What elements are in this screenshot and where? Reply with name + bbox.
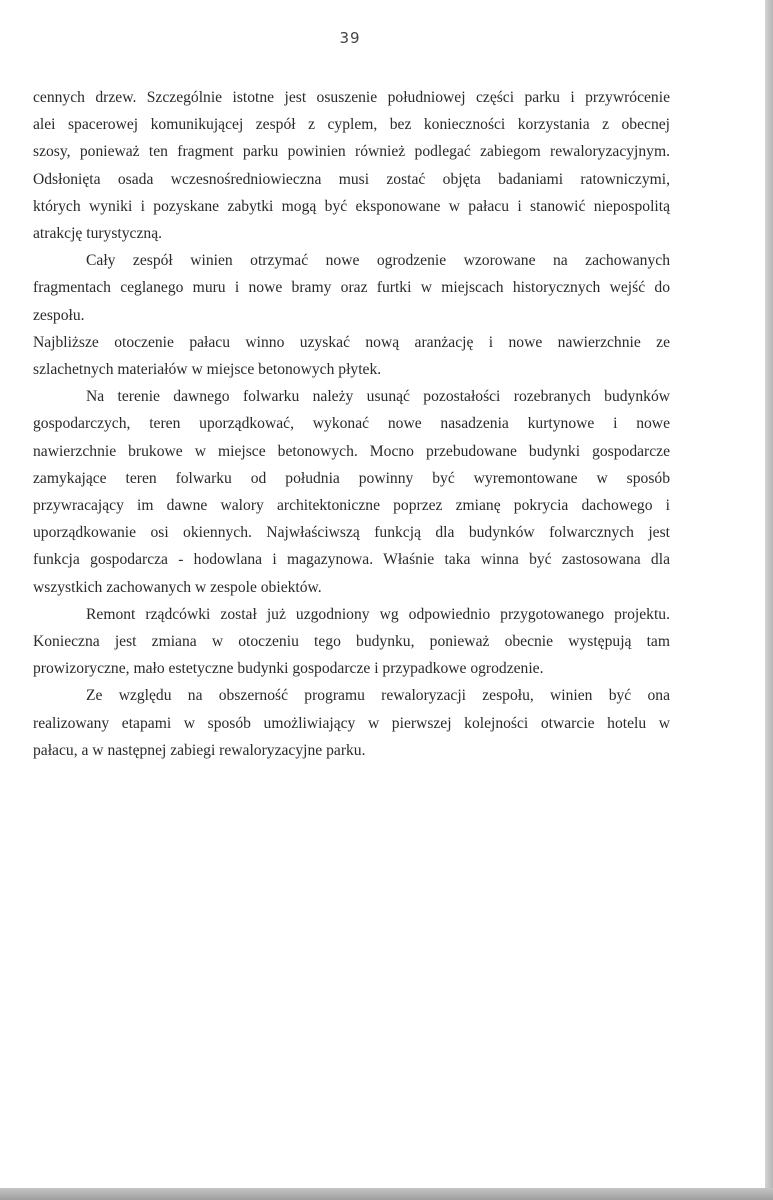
body-text [33, 84, 670, 764]
text-line: szosy, ponieważ ten fragment parku powinien również podlegać zabiegom rewaloryzacyjnym. [33, 143, 670, 161]
scan-edge-right [765, 0, 773, 1200]
text-line: nawierzchnie brukowe w miejsce betonowych. Mocno przebudowane budynki gospodarcze [33, 442, 670, 460]
text-line: Na terenie dawnego folwarku należy usunąć pozostałości rozebranych budynków [86, 388, 670, 406]
text-line: zamykające teren folwarku od południa powinny być wyremontowane w sposób [33, 469, 670, 487]
text-line: Ze względu na obszerność programu rewaloryzacji zespołu, winien być ona [86, 687, 670, 705]
paragraph [33, 247, 670, 329]
text-line: cennych drzew. Szczególnie istotne jest osuszenie południowej części parku i przywrócenie [33, 89, 670, 106]
scan-edge-bottom [0, 1188, 773, 1200]
text-line: Odsłonięta osada wczesnośredniowieczna musi zostać objęta badaniami ratowniczymi, [33, 170, 670, 188]
text-line: szlachetnych materiałów w miejsce betonowych płytek. [33, 361, 382, 379]
text-line: przywracający im dawne walory architektoniczne poprzez zmianę pokrycia dachowego i [33, 497, 670, 515]
text-line: alei spacerowej komunikującej zespół z cyplem, bez konieczności korzystania z obecnej [33, 116, 670, 134]
text-line: Konieczna jest zmiana w otoczeniu tego budynku, ponieważ obecnie występują tam [33, 633, 670, 651]
text-line: prowizoryczne, mało estetyczne budynki gospodarcze i przypadkowe ogrodzenie. [33, 660, 544, 678]
text-line: gospodarczych, teren uporządkować, wykonać nowe nasadzenia kurtynowe i nowe [33, 415, 670, 433]
text-line: Cały zespół winien otrzymać nowe ogrodzenie wzorowane na zachowanych [86, 252, 670, 270]
text-line: Najbliższe otoczenie pałacu winno uzyskać nową aranżację i nowe nawierzchnie ze [33, 333, 670, 351]
text-line: atrakcję turystyczną. [33, 225, 163, 243]
page-number: 39 [339, 29, 361, 47]
text-line: realizowany etapami w sposób umożliwiający w pierwszej kolejności otwarcie hotelu w [33, 714, 670, 732]
text-line: których wyniki i pozyskane zabytki mogą być eksponowane w pałacu i stanowić niepospolitą [33, 197, 670, 215]
text-line: uporządkowanie osi okiennych. Najwłaściwszą funkcją dla budynków folwarcznych jest [33, 524, 670, 542]
text-line: Remont rządcówki został już uzgodniony wg odpowiednio przygotowanego projektu. [86, 605, 670, 623]
paragraph [33, 383, 670, 601]
text-line: fragmentach ceglanego muru i nowe bramy oraz furtki w miejscach historycznych wejść do [33, 279, 670, 297]
paragraph [33, 329, 670, 383]
paragraph [33, 84, 670, 247]
text-line: wszystkich zachowanych w zespole obiektów. [33, 578, 322, 596]
paragraph [33, 682, 670, 764]
text-line: funkcja gospodarcza - hodowlana i magazynowa. Właśnie taka winna być zastosowana dla [33, 551, 670, 569]
paragraph [33, 601, 670, 683]
text-line: pałacu, a w następnej zabiegi rewaloryzacyjne parku. [33, 741, 366, 759]
text-line: zespołu. [33, 306, 85, 324]
